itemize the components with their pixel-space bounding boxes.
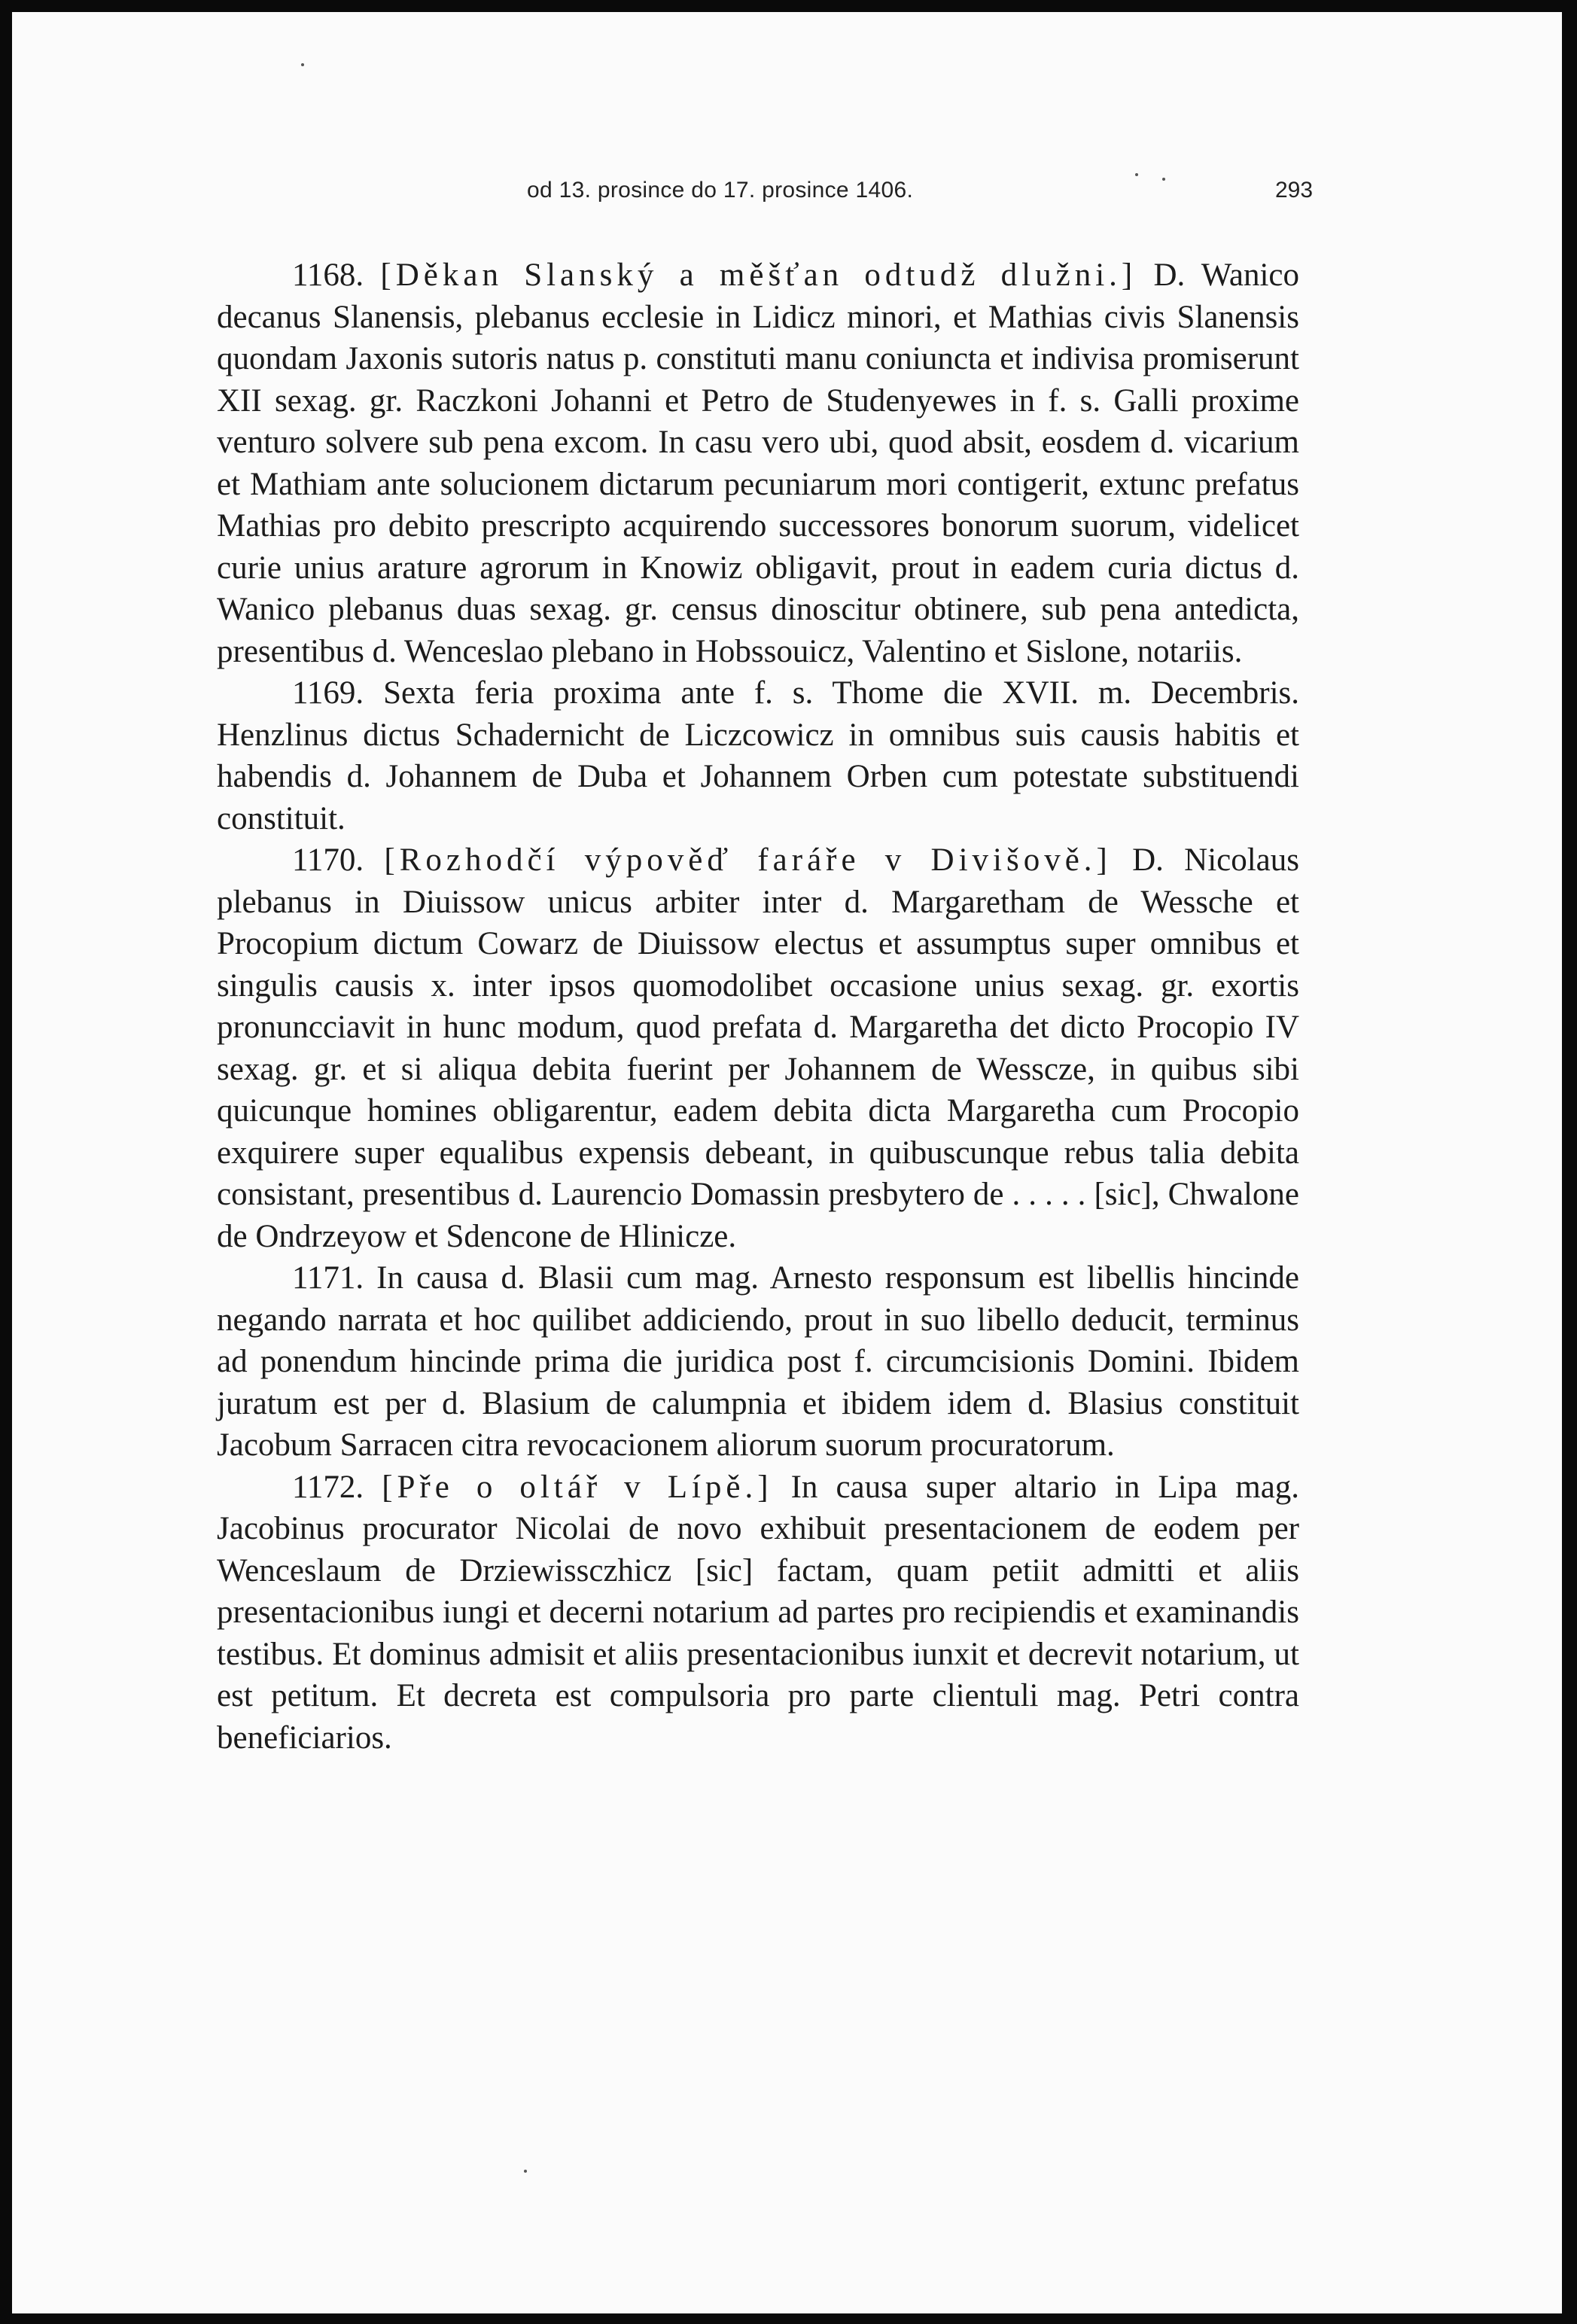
entry-number: 1172. (292, 1469, 364, 1505)
scan-speck (1135, 173, 1138, 176)
entry-1169 (217, 672, 1299, 839)
entry-1170 (217, 839, 1299, 1257)
entry-number: 1168. (292, 257, 364, 293)
scan-border-right (1562, 0, 1577, 2324)
entry-1168 (217, 254, 1299, 672)
entry-text: In causa d. Blasii cum mag. Arnesto responsum est libellis hincinde negando narrata et hoc quilibet addiciendo, prout in suo libello deducit, terminus ad ponendum hincinde prima die juridica post f. circumcisionis Domini. Ibidem juratum est per d. Blasium de calumpnia et ibidem idem d. Blasius constituit Jacobum Sarracen citra revocacionem aliorum suorum procuratorum. (217, 1260, 1299, 1463)
scan-border-bottom (0, 2313, 1577, 2324)
entry-number: 1169. (292, 675, 364, 711)
page-number: 293 (1275, 178, 1314, 203)
entry-text: D. Wanico decanus Slanensis, plebanus ecclesie in Lidicz minori, et Mathias civis Slanensis quondam Jaxonis sutoris natus p. constituti manu coniuncta et indivisa promiserunt XII sexag. gr. Raczkoni Johanni et Petro de Studenyewes in f. s. Galli proxime venturo solvere sub pena excom. In casu vero ubi, quod absit, eosdem d. vicarium et Mathiam ante solucionem dictarum pecuniarum mori contigerit, extunc prefatus Mathias pro debito prescripto acquirendo successores bonorum suorum, videlicet curie unius arature agrorum in Knowiz obligavit, prout in eadem curia dictus d. Wanico plebanus duas sexag. gr. census dinoscitur obtinere, sub pena antedicta, presentibus d. Wenceslao plebano in Hobssouicz, Valentino et Sislone, notariis. (217, 257, 1300, 669)
entry-text: D. Nicolaus plebanus in Diuissow unicus arbiter inter d. Margaretham de Wessche et Procopium dictum Cowarz de Diuissow electus et assumptus super omnibus et singulis causis x. inter ipsos quomodolibet occasione unius sexag. gr. exortis pronuncciavit in hunc modum, quod prefata d. Margaretha det dicto Procopio IV sexag. gr. et si aliqua debita fuerint per Johannem de Wesscze, in quibus sibi quicunque homines obligarentur, eadem debita dicta Margaretha cum Procopio exquirere super equalibus expensis debeant, in quibuscunque rebus talia debita consistant, presentibus d. Laurencio Domassin presbytero de . . . . . [sic], Chwalone de Ondrzeyow et Sdencone de Hlinicze. (217, 842, 1299, 1254)
scan-speck (301, 63, 304, 66)
entry-number: 1170. (292, 842, 364, 878)
entry-title: [Děkan Slanský a měšťan odtudž dlužni.] (380, 257, 1137, 293)
entry-1172 (217, 1467, 1299, 1759)
entry-number: 1171. (292, 1260, 364, 1296)
page-body (217, 254, 1299, 1759)
scan-speck (524, 2170, 527, 2173)
entry-1171 (217, 1257, 1299, 1467)
entry-text: In causa super altario in Lipa mag. Jacobinus procurator Nicolai de novo exhibuit presentacionem de eodem per Wenceslaum de Drziewissczhicz [sic] factam, quam petiit admitti et aliis presentacionibus iungi et decerni notarium ad partes pro recipiendis et examinandis testibus. Et dominus admisit et aliis presentacionibus iunxit et decrevit notarium, ut est petitum. Et decreta est compulsoria pro parte clientuli mag. Petri contra beneficiarios. (217, 1469, 1300, 1756)
entry-title: [Pře o oltář v Lípě.] (382, 1469, 773, 1505)
scan-speck (1162, 178, 1165, 181)
entry-text: Sexta feria proxima ante f. s. Thome die XVII. m. Decembris. Henzlinus dictus Schadernicht de Liczcowicz in omnibus suis causis habitis et habendis d. Johannem de Duba et Johannem Orben cum potestate substituendi constituit. (217, 675, 1300, 836)
entry-title: [Rozhodčí výpověď faráře v Divišově.] (384, 842, 1112, 878)
running-header: od 13. prosince do 17. prosince 1406. (527, 178, 914, 203)
